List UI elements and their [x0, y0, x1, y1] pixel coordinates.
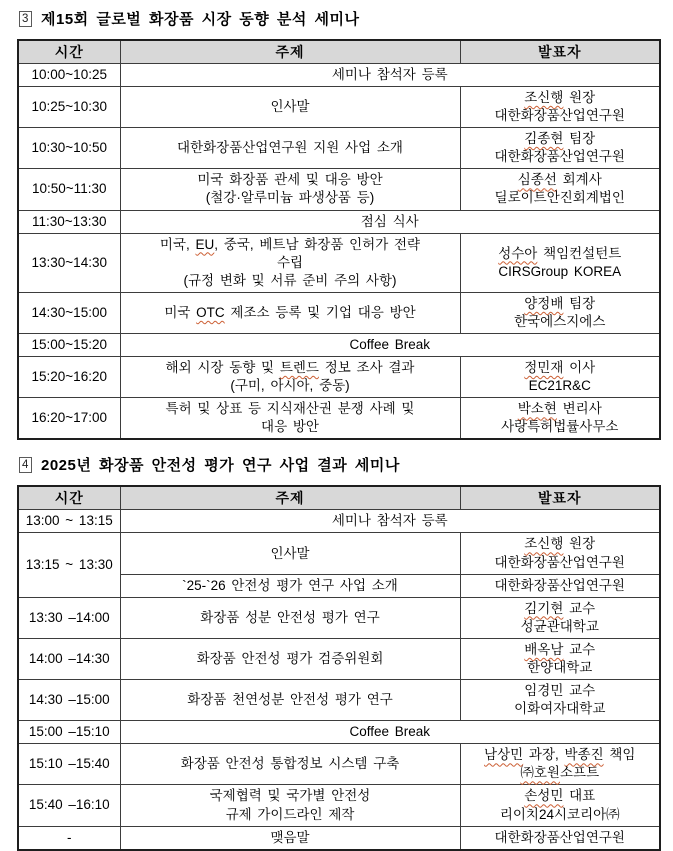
topic-cell: 미국, EU, 중국, 베트남 화장품 인허가 전략 수립 (규정 변화 및 서류 준비 주의 사항)	[120, 233, 460, 292]
time-cell: 13:15 ~ 13:30	[18, 533, 120, 597]
time-cell: 10:50~11:30	[18, 169, 120, 210]
time-cell: 11:30~13:30	[18, 210, 120, 233]
topic-cell: 인사말	[120, 87, 460, 128]
table-row	[18, 87, 660, 128]
table-row	[18, 638, 660, 679]
col-header-topic: 주제	[120, 40, 460, 64]
speaker-cell: 김종현 팀장 대한화장품산업연구원	[460, 128, 660, 169]
speaker-cell: 배옥남 교수 한양대학교	[460, 638, 660, 679]
spellcheck-underlined-text: 박소현	[517, 401, 557, 417]
topic-cell: 점심 식사	[120, 210, 660, 233]
table-row	[18, 680, 660, 721]
speaker-cell: 조신행 원장 대한화장품산업연구원	[460, 87, 660, 128]
speaker-cell: 정민재 이사 EC21R&C	[460, 357, 660, 398]
speaker-cell: 심종선 회계사 딜로이트안진회계법인	[460, 169, 660, 210]
time-cell: 14:30~15:00	[18, 292, 120, 333]
topic-cell: 미국 화장품 관세 및 대응 방안 (철강·알루미늄 파생상품 등)	[120, 169, 460, 210]
spellcheck-underlined-text: 트렌드	[279, 360, 319, 376]
time-cell: 15:00 –15:10	[18, 721, 120, 744]
topic-cell: 대한화장품산업연구원 지원 사업 소개	[120, 128, 460, 169]
table-row	[18, 233, 660, 292]
spellcheck-underlined-text: 성수아	[498, 245, 538, 261]
section-heading	[19, 454, 659, 475]
table-row	[18, 169, 660, 210]
spellcheck-underlined-text: 양정배	[524, 295, 564, 311]
speaker-cell: 성수아 책임컨설턴트 CIRSGroup KOREA	[460, 233, 660, 292]
topic-cell: 화장품 천연성분 안전성 평가 연구	[120, 680, 460, 721]
col-header-time: 시간	[18, 40, 120, 64]
time-cell: 13:30 –14:00	[18, 597, 120, 638]
topic-cell: Coffee Break	[120, 334, 660, 357]
col-header-speaker: 발표자	[460, 486, 660, 510]
spellcheck-underlined-text: 조신행	[524, 536, 564, 552]
topic-cell: 해외 시장 동향 및 트렌드 정보 조사 결과 (구미, 아시아, 중동)	[120, 357, 460, 398]
table-header-row	[18, 40, 660, 64]
spellcheck-underlined-text: 남상민	[484, 747, 524, 763]
time-cell: -	[18, 826, 120, 850]
time-cell: 10:00~10:25	[18, 64, 120, 87]
spellcheck-underlined-text: 정민재	[524, 360, 564, 376]
speaker-cell: 임경민 교수 이화여자대학교	[460, 680, 660, 721]
time-cell: 15:40 –16:10	[18, 785, 120, 826]
topic-cell: 화장품 안전성 평가 검증위원회	[120, 638, 460, 679]
speaker-cell: 박소현 변리사 사랑특허법률사무소	[460, 398, 660, 440]
spellcheck-underlined-text: 배옥남	[524, 641, 564, 657]
spellcheck-underlined-text: OTC	[196, 304, 225, 320]
table-row	[18, 357, 660, 398]
topic-cell: 세미나 참석자 등록	[120, 64, 660, 87]
topic-cell: 국제협력 및 국가별 안전성 규제 가이드라인 제작	[120, 785, 460, 826]
speaker-cell: 대한화장품산업연구원	[460, 574, 660, 597]
speaker-cell: 양정배 팀장 한국에스지에스	[460, 292, 660, 333]
time-cell: 10:25~10:30	[18, 87, 120, 128]
speaker-cell: 손성민 대표 리이치24시코리아㈜	[460, 785, 660, 826]
section-safety-evaluation-seminar	[17, 454, 659, 850]
col-header-time: 시간	[18, 486, 120, 510]
col-header-topic: 주제	[120, 486, 460, 510]
spellcheck-underlined-text: 김기현	[524, 600, 564, 616]
topic-cell: 세미나 참석자 등록	[120, 510, 660, 533]
time-cell: 15:20~16:20	[18, 357, 120, 398]
table-row	[18, 785, 660, 826]
spellcheck-underlined-text: EU	[195, 236, 215, 252]
table-row	[18, 398, 660, 440]
seminar-schedule-table	[17, 485, 661, 850]
topic-cell: 맺음말	[120, 826, 460, 850]
section-title: 제15회 글로벌 화장품 시장 동향 분석 세미나	[41, 11, 360, 28]
topic-cell: Coffee Break	[120, 721, 660, 744]
spellcheck-underlined-text: 심종선	[517, 172, 557, 188]
time-cell: 14:30 –15:00	[18, 680, 120, 721]
table-row	[18, 597, 660, 638]
time-cell: 14:00 –14:30	[18, 638, 120, 679]
spellcheck-underlined-text: 김종현	[524, 131, 564, 147]
table-row	[18, 826, 660, 850]
time-cell: 15:10 –15:40	[18, 744, 120, 785]
table-row	[18, 210, 660, 233]
topic-cell: 화장품 성분 안전성 평가 연구	[120, 597, 460, 638]
table-row	[18, 721, 660, 744]
topic-cell: 인사말	[120, 533, 460, 574]
section-title: 2025년 화장품 안전성 평가 연구 사업 결과 세미나	[41, 457, 400, 475]
spellcheck-underlined-text: 조신행	[524, 90, 564, 106]
speaker-cell: 김기현 교수 성균관대학교	[460, 597, 660, 638]
time-cell: 13:30~14:30	[18, 233, 120, 292]
spellcheck-underlined-text: ㈜호원	[520, 765, 560, 781]
time-cell: 10:30~10:50	[18, 128, 120, 169]
seminar-schedule-table	[17, 39, 661, 440]
topic-cell: 특허 및 상표 등 지식재산권 분쟁 사례 및 대응 방안	[120, 398, 460, 440]
table-row	[18, 128, 660, 169]
topic-cell: 화장품 안전성 통합정보 시스템 구축	[120, 744, 460, 785]
table-header-row	[18, 486, 660, 510]
topic-cell: `25-`26 안전성 평가 연구 사업 소개	[120, 574, 460, 597]
spellcheck-underlined-text: 손성민	[524, 788, 564, 804]
col-header-speaker: 발표자	[460, 40, 660, 64]
section-heading	[19, 8, 659, 29]
table-row	[18, 533, 660, 574]
table-row	[18, 334, 660, 357]
table-row	[18, 744, 660, 785]
section-number-box: 3	[19, 11, 32, 27]
speaker-cell: 대한화장품산업연구원	[460, 826, 660, 850]
table-row	[18, 292, 660, 333]
spellcheck-underlined-text: 박종진	[564, 747, 604, 763]
time-cell: 13:00 ~ 13:15	[18, 510, 120, 533]
table-row	[18, 510, 660, 533]
time-cell: 15:00~15:20	[18, 334, 120, 357]
time-cell: 16:20~17:00	[18, 398, 120, 440]
speaker-cell: 조신행 원장 대한화장품산업연구원	[460, 533, 660, 574]
topic-cell: 미국 OTC 제조소 등록 및 기업 대응 방안	[120, 292, 460, 333]
section-number-box: 4	[19, 457, 32, 473]
table-row	[18, 64, 660, 87]
section-global-market-seminar	[17, 8, 659, 440]
speaker-cell: 남상민 과장, 박종진 책임 ㈜호원소프트	[460, 744, 660, 785]
